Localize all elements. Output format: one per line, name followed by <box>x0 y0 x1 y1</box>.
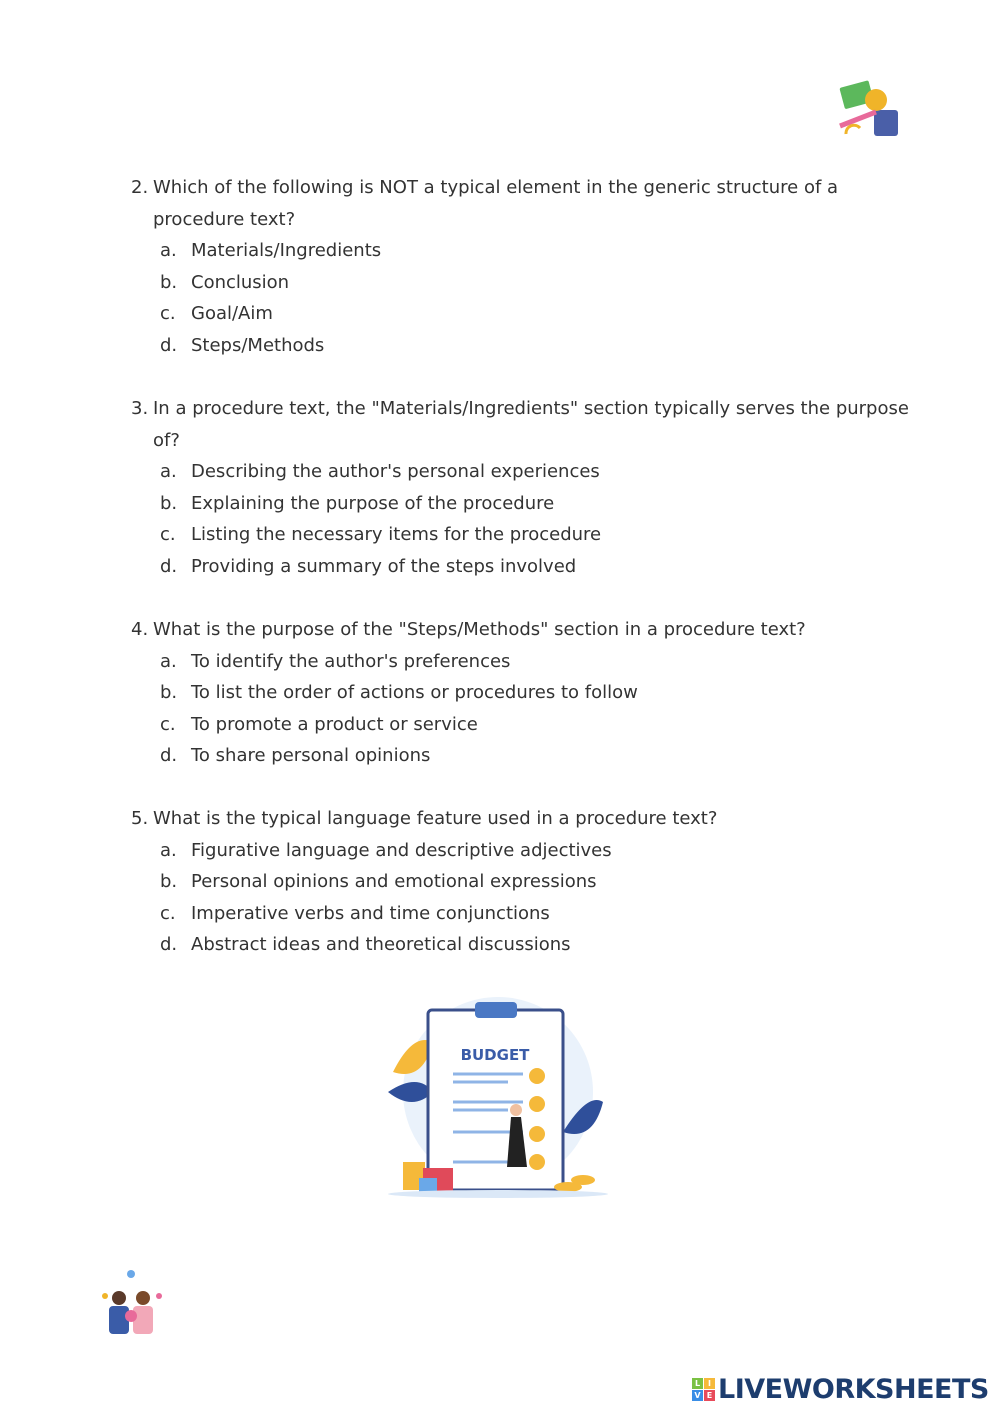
finance-illustration <box>836 76 906 142</box>
budget-clipboard-illustration <box>383 982 613 1204</box>
option-d[interactable]: d. Steps/Methods <box>160 334 325 356</box>
option-a[interactable]: a. To identify the author's preferences <box>160 650 511 672</box>
option-b[interactable]: b. Conclusion <box>160 271 290 293</box>
question-number: 4. <box>131 619 149 640</box>
question-text: In a procedure text, the "Materials/Ingredients" section typically serves the purpose of? <box>153 398 909 451</box>
question-text: What is the typical language feature used in a procedure text? <box>153 808 718 829</box>
question-3 <box>131 393 921 583</box>
question-number: 2. <box>131 177 149 198</box>
option-d[interactable]: d. To share personal opinions <box>160 745 431 767</box>
option-a[interactable]: a. Materials/Ingredients <box>160 240 382 262</box>
question-text: Which of the following is NOT a typical element in the generic structure of a procedure text? <box>153 177 839 230</box>
question-2 <box>131 172 921 362</box>
option-d[interactable]: d. Abstract ideas and theoretical discussions <box>160 934 571 956</box>
option-c[interactable]: c. Imperative verbs and time conjunctions <box>160 902 550 924</box>
question-text: What is the purpose of the "Steps/Methods" section in a procedure text? <box>153 619 806 640</box>
family-illustration <box>95 1266 171 1338</box>
liveworksheets-logo <box>692 1374 989 1405</box>
question-number: 5. <box>131 808 149 829</box>
option-b[interactable]: b. Explaining the purpose of the procedure <box>160 492 555 514</box>
option-d[interactable]: d. Providing a summary of the steps involved <box>160 555 577 577</box>
option-b[interactable]: b. Personal opinions and emotional expressions <box>160 871 597 893</box>
question-5 <box>131 803 921 961</box>
option-c[interactable]: c. Goal/Aim <box>160 303 273 325</box>
option-b[interactable]: b. To list the order of actions or procedures to follow <box>160 682 638 704</box>
question-number: 3. <box>131 398 149 419</box>
option-c[interactable]: c. To promote a product or service <box>160 713 478 735</box>
option-c[interactable]: c. Listing the necessary items for the procedure <box>160 524 602 546</box>
clipboard-title: BUDGET <box>460 1046 530 1064</box>
logo-text: LIVEWORKSHEETS <box>718 1374 989 1405</box>
option-a[interactable]: a. Figurative language and descriptive adjectives <box>160 839 612 861</box>
question-4 <box>131 614 921 772</box>
option-a[interactable]: a. Describing the author's personal experiences <box>160 461 600 483</box>
live-badge-icon: L I V E <box>692 1378 715 1401</box>
